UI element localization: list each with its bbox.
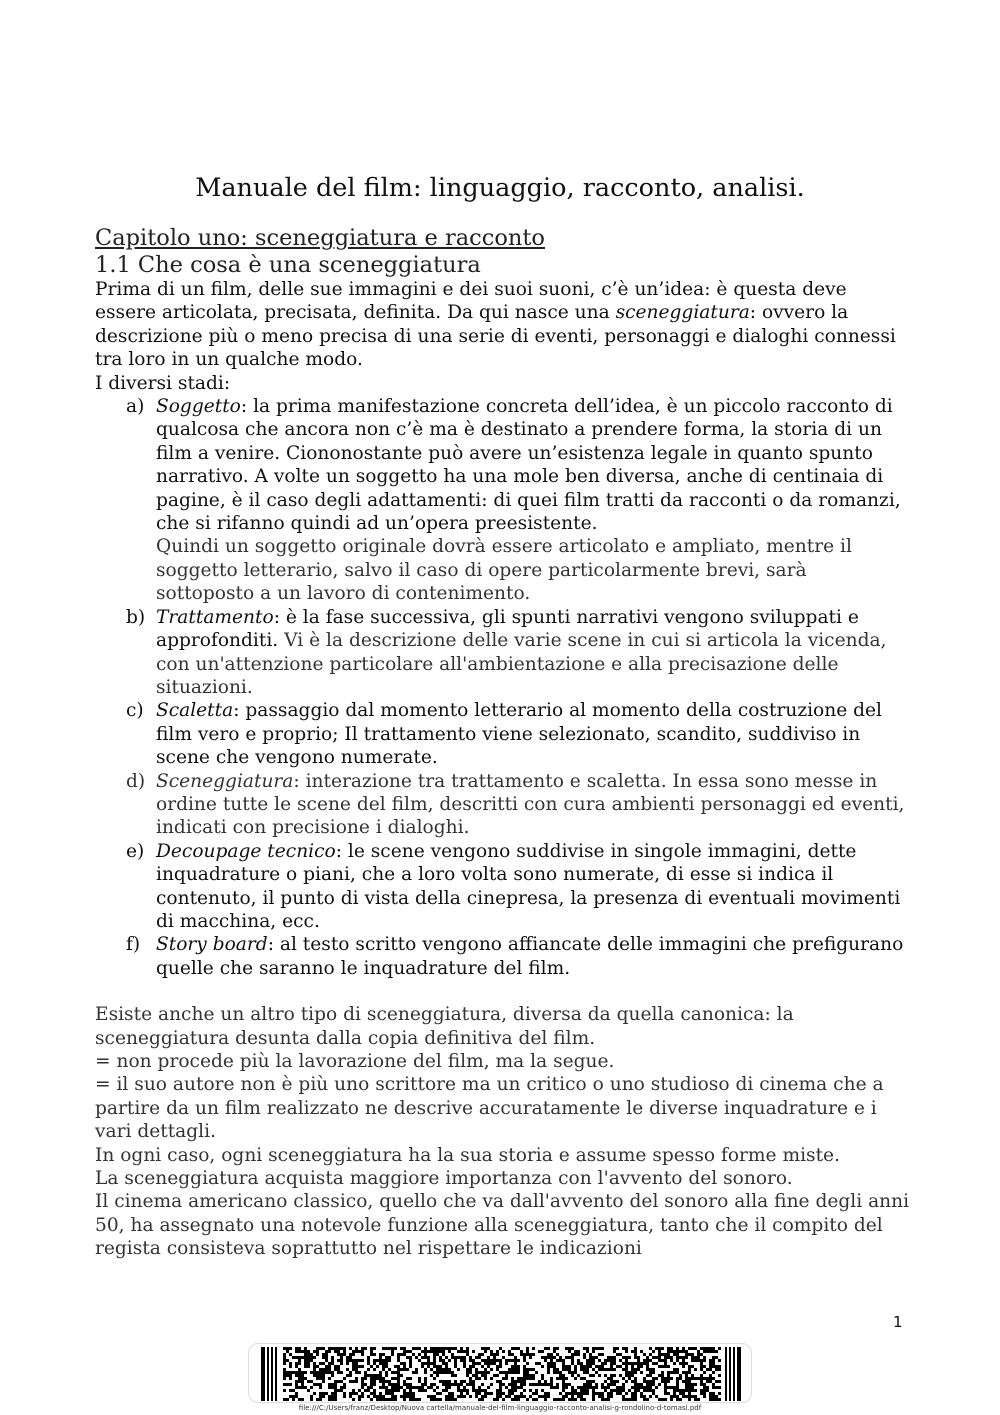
stage-extra-text: Quindi un soggetto originale dovrà essere articolato e ampliato, mentre il soggetto letterario, salvo il caso di opere particolarmente brevi, sarà sottoposto a un lavoro di contenimento. [156, 536, 852, 605]
stage-marker: a) [126, 396, 145, 418]
paragraph-gap [95, 980, 910, 1003]
page-number: 1 [893, 1313, 903, 1331]
stage-term: Decoupage tecnico [156, 840, 336, 862]
stage-item-soggetto [95, 395, 910, 606]
stage-text-continued: Vi è la descrizione delle varie scene in cui si articola la vicenda, con un'attenzione particolare all'ambientazione e alla precisazione delle situazioni. [156, 630, 887, 698]
closing-line: Esiste anche un altro tipo di sceneggiatura, diversa da quella canonica: la sceneggiatura desunta dalla copia definitiva del film. [95, 1004, 794, 1049]
stage-term: Sceneggiatura [156, 770, 294, 792]
stage-item-sceneggiatura [95, 770, 910, 840]
stages-list [95, 395, 910, 980]
stage-marker: f) [126, 934, 141, 956]
closing-line: Il cinema americano classico, quello che va dall'avvento del sonoro alla fine degli anni 50, ha assegnato una notevole funzione alla sceneggiatura, tanto che il compito del regista consisteva soprattutto nel rispettare le indicazioni [95, 1191, 910, 1260]
stage-marker: e) [126, 840, 145, 862]
intro-text-before: Prima di un film, delle sue immagini e dei suoi suoni, c’è un’idea: è questa deve essere articolata, precisata, definita. Da qui nasce una [95, 279, 847, 324]
barcode [248, 1343, 752, 1403]
intro-text-after: : ovvero la descrizione più o meno precisa di una serie di eventi, personaggi e dialoghi connessi tra loro in un qualche modo. [95, 302, 896, 371]
stage-text: : è la fase successiva, gli spunti narrativi vengono sviluppati e approfonditi. [156, 606, 859, 652]
closing-section [95, 1003, 910, 1260]
barcode-graphic [261, 1347, 741, 1401]
stage-text: : al testo scritto vengono affiancate delle immagini che prefigurano quelle che saranno le inquadrature del film. [156, 934, 904, 979]
stage-marker: d) [126, 770, 146, 792]
stage-text: : passaggio dal momento letterario al momento della costruzione del film vero e proprio; Il trattamento viene selezionato, scandito, suddiviso in scene che vengono numerate. [156, 700, 882, 769]
stages-heading: I diversi stadi: [95, 372, 231, 394]
closing-line: = il suo autore non è più uno scrittore ma un critico o uno studioso di cinema che a partire da un film realizzato ne descrive accuratamente le diverse inquadrature e i vari dettagli. [95, 1074, 884, 1143]
document-body [95, 224, 910, 1261]
stage-term: Soggetto [156, 396, 241, 418]
intro-paragraph [95, 278, 910, 372]
stage-text: : le scene vengono suddivise in singole immagini, dette inquadrature o piani, che a loro volta sono numerate, di esse si indica il contenuto, il punto di vista della cinepresa, la presenza di eventuali movimenti di macchina, ecc. [156, 840, 901, 932]
closing-line: La sceneggiatura acquista maggiore importanza con l'avvento del sonoro. [95, 1168, 793, 1190]
footer-file-path: file:///C:/Users/franz/Desktop/Nuova cartella/manuale-del-film-linguaggio-racconto-analisi-g-rondolino-d-tomasi.pdf [298, 1404, 702, 1412]
stage-item-scaletta [95, 699, 910, 769]
intro-term: sceneggiatura [615, 302, 750, 324]
stage-marker: b) [126, 606, 146, 628]
stage-term: Scaletta [156, 700, 234, 722]
stage-term: Trattamento [156, 606, 274, 628]
stage-term: Story board [156, 934, 268, 956]
stage-item-story-board [95, 933, 910, 980]
closing-line: In ogni caso, ogni sceneggiatura ha la sua storia e assume spesso forme miste. [95, 1144, 840, 1166]
closing-line: = non procede più la lavorazione del film, ma la segue. [95, 1051, 615, 1072]
stage-marker: c) [126, 700, 144, 722]
stage-item-decoupage [95, 840, 910, 934]
stage-text: : interazione tra trattamento e scaletta. In essa sono messe in ordine tutte le scene del film, descritti con cura ambienti personaggi ed eventi, indicati con precisione i dialoghi. [156, 770, 905, 839]
chapter-heading: Capitolo uno: sceneggiatura e racconto [95, 225, 545, 251]
section-heading: 1.1 Che cosa è una sceneggiatura [95, 252, 481, 278]
stage-item-trattamento [95, 606, 910, 700]
document-title: Manuale del film: linguaggio, racconto, analisi. [195, 173, 805, 203]
stage-text: : la prima manifestazione concreta dell’idea, è un piccolo racconto di qualcosa che ancora non c’è ma è destinato a prendere forma, la storia di un film a venire. Ciononostante può avere un’esistenza legale in quanto spunto narrativo. A volte un soggetto ha una mole ben diversa, anche di centinaia di pagine, è il caso degli adattamenti: di quei film tratti da racconti o da romanzi, che si rifanno quindi ad un’opera preesistente. [156, 396, 901, 535]
